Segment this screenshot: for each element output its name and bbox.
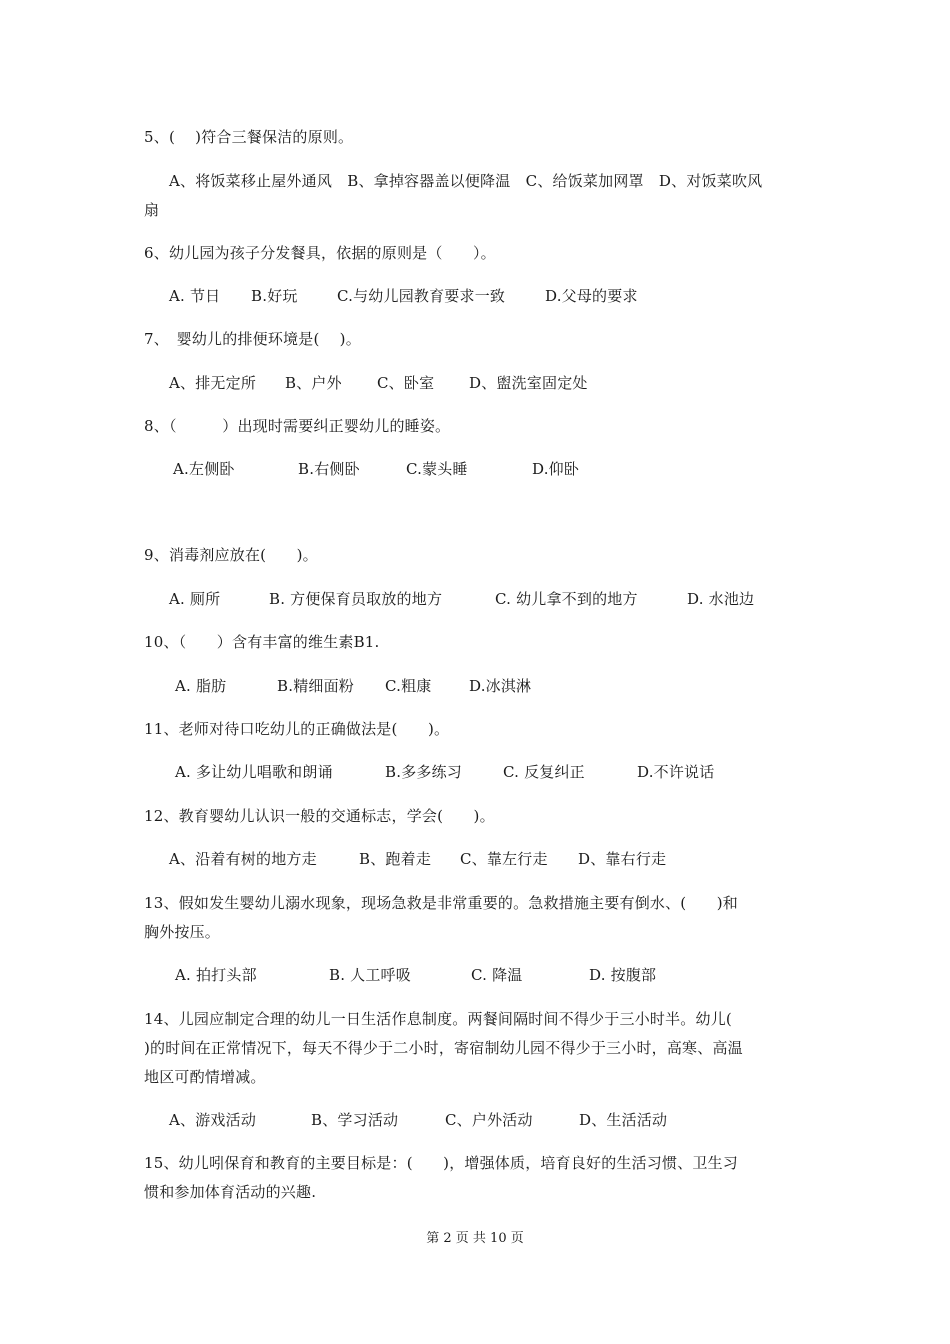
option-d: D、盥洗室固定处 [469,374,588,392]
option-b: B、户外 [285,374,342,392]
option-d: D.仰卧 [532,460,580,478]
option-c: C. 反复纠正 [503,763,585,781]
question-14-stem-continued-1: )的时间在正常情况下，每天不得少于二小时，寄宿制幼儿园不得少于三小时，高寒、高温 [144,1039,743,1057]
question-12-options [169,849,666,869]
question-5-options-continued: 扇 [144,201,160,219]
option-a: A、排无定所 [169,374,257,392]
question-14-stem-continued-2: 地区可酌情增减。 [144,1068,266,1086]
option-b: B. 人工呼吸 [329,966,411,984]
page-number: 第 2 页 共 10 页 [426,1231,524,1246]
option-d: D. 按腹部 [589,966,657,984]
option-a: A、沿着有树的地方走 [169,850,317,868]
option-c: C.粗康 [385,677,432,695]
option-d: D.不许说话 [637,763,715,781]
question-13-stem-continued: 胸外按压。 [144,923,221,941]
option-a: A. 厕所 [169,590,221,608]
option-c: C、卧室 [377,374,435,392]
option-c: C. 降温 [471,966,523,984]
question-11-options [175,762,714,782]
option-a: A. 脂肪 [175,677,227,695]
option-d: D. 水池边 [687,590,755,608]
option-a: A. 拍打头部 [175,966,257,984]
option-c: C、户外活动 [445,1111,533,1129]
question-9-options [169,589,754,609]
option-b: B、学习活动 [311,1111,399,1129]
question-5-stem: 5、( )符合三餐保洁的原则。 [144,128,354,146]
question-15-stem-continued: 惯和参加体育活动的兴趣. [144,1183,317,1201]
question-15-stem: 15、幼儿吲保育和教育的主要目标是：( )，增强体质，培育良好的生活习惯、卫生习 [144,1154,738,1172]
question-8-stem: 8、（ ）出现时需要纠正婴幼儿的睡姿。 [144,417,451,435]
option-b: B.右侧卧 [298,460,360,478]
option-d: D、靠右行走 [578,850,667,868]
option-a: A、游戏活动 [169,1111,257,1129]
question-14-stem: 14、儿园应制定合理的幼儿一日生活作息制度。两餐间隔时间不得少于三小时半。幼儿( [144,1010,732,1028]
option-c: C.蒙头睡 [406,460,468,478]
option-b: B. 方便保育员取放的地方 [269,590,443,608]
question-13-stem: 13、假如发生婴幼儿溺水现象，现场急救是非常重要的。急救措施主要有倒水、( )和 [144,894,738,912]
option-a: A.左侧卧 [173,460,235,478]
question-10-stem: 10、（ ）含有丰富的维生素B1. [144,633,380,651]
option-d: D.冰淇淋 [469,677,532,695]
option-b: B.精细面粉 [277,677,354,695]
question-7-options [169,373,588,393]
option-d: D.父母的要求 [545,287,638,305]
question-12-stem: 12、教育婴幼儿认识一般的交通标志，学会( )。 [144,807,495,825]
option-a: A. 节日 [169,287,221,305]
question-10-options [175,676,531,696]
option-d: D、生活活动 [579,1111,668,1129]
option-c: C.与幼儿园教育要求一致 [337,287,506,305]
question-8-options [173,459,579,479]
question-9-stem: 9、消毒剂应放在( )。 [144,546,318,564]
option-c: C. 幼儿拿不到的地方 [495,590,638,608]
option-c: C、靠左行走 [460,850,548,868]
option-a: A. 多让幼儿唱歌和朗诵 [175,763,333,781]
question-5-options: A、将饭菜移止屋外通风 B、拿掉容器盖以便降温 C、给饭菜加网罩 D、对饭菜吹风 [169,172,763,190]
option-b: B.好玩 [251,287,298,305]
question-6-options [169,286,638,306]
question-11-stem: 11、老师对待口吃幼儿的正确做法是( )。 [144,720,450,738]
option-b: B.多多练习 [385,763,462,781]
question-13-options [175,965,656,985]
option-b: B、跑着走 [359,850,432,868]
question-14-options [169,1110,667,1130]
question-7-stem: 7、 婴幼儿的排便环境是( )。 [144,330,361,348]
question-6-stem: 6、幼儿园为孩子分发餐具，依据的原则是（ ）。 [144,244,496,262]
